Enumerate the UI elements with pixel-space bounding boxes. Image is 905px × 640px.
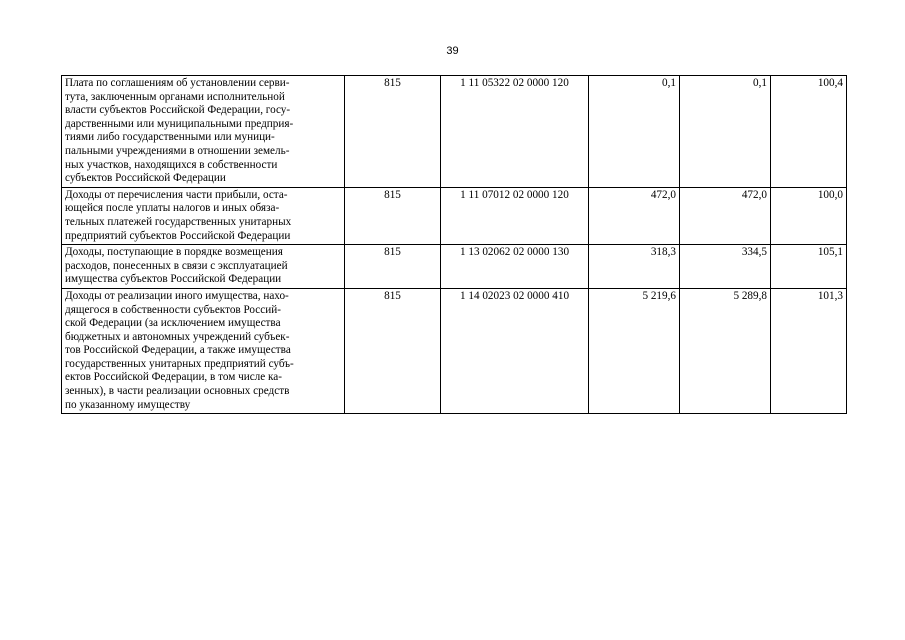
admin-code-cell: 815 bbox=[345, 76, 441, 188]
revenue-name-line: ных участков, находящихся в собственности bbox=[65, 158, 278, 171]
revenue-name-line: по указанному имуществу bbox=[65, 398, 191, 411]
revenue-name-line: дящегося в собственности субъектов Россий- bbox=[65, 303, 281, 316]
plan-value-cell: 5 219,6 bbox=[589, 288, 680, 413]
revenue-name-line: государственных унитарных предприятий субъ- bbox=[65, 357, 294, 370]
actual-value-cell: 5 289,8 bbox=[680, 288, 771, 413]
revenue-name-line: ющейся после уплаты налогов и иных обяза- bbox=[65, 202, 280, 215]
admin-code-cell: 815 bbox=[345, 187, 441, 244]
revenue-name-line: тов Российской Федерации, а также имущества bbox=[65, 344, 291, 357]
revenue-table bbox=[61, 75, 847, 414]
revenue-name-line: тиями либо государственными или муници- bbox=[65, 131, 275, 144]
revenue-name-line: дарственными или муниципальными предприя- bbox=[65, 117, 294, 130]
percent-value-cell: 101,3 bbox=[771, 288, 847, 413]
plan-value-cell: 0,1 bbox=[589, 76, 680, 188]
revenue-name-line: расходов, понесенных в связи с эксплуатацией bbox=[65, 259, 288, 272]
revenue-name-line: власти субъектов Российской Федерации, госу- bbox=[65, 104, 291, 117]
table-row bbox=[62, 76, 847, 188]
revenue-name-line: ектов Российской Федерации, в том числе ка- bbox=[65, 371, 282, 384]
page-number: 39 bbox=[446, 45, 459, 57]
admin-code-cell: 815 bbox=[345, 288, 441, 413]
table-row bbox=[62, 245, 847, 289]
revenue-name-line: тута, заключенным органами исполнительной bbox=[65, 90, 285, 103]
revenue-name-line: Доходы от реализации иного имущества, нахо- bbox=[65, 289, 289, 302]
revenue-name-line: предприятий субъектов Российской Федерации bbox=[65, 229, 291, 242]
plan-value-cell: 472,0 bbox=[589, 187, 680, 244]
actual-value-cell: 334,5 bbox=[680, 245, 771, 289]
revenue-name-cell bbox=[62, 76, 345, 188]
budget-code-cell: 1 13 02062 02 0000 130 bbox=[441, 245, 589, 289]
revenue-name-line: Доходы, поступающие в порядке возмещения bbox=[65, 246, 283, 259]
budget-code-cell: 1 11 05322 02 0000 120 bbox=[441, 76, 589, 188]
admin-code-cell: 815 bbox=[345, 245, 441, 289]
budget-code-cell: 1 14 02023 02 0000 410 bbox=[441, 288, 589, 413]
revenue-name-cell bbox=[62, 245, 345, 289]
actual-value-cell: 472,0 bbox=[680, 187, 771, 244]
revenue-name-line: бюджетных и автономных учреждений субъек- bbox=[65, 330, 290, 343]
percent-value-cell: 100,0 bbox=[771, 187, 847, 244]
actual-value-cell: 0,1 bbox=[680, 76, 771, 188]
revenue-name-cell bbox=[62, 288, 345, 413]
table-row bbox=[62, 288, 847, 413]
revenue-name-cell bbox=[62, 187, 345, 244]
plan-value-cell: 318,3 bbox=[589, 245, 680, 289]
revenue-name-line: зенных), в части реализации основных средств bbox=[65, 385, 290, 398]
budget-code-cell: 1 11 07012 02 0000 120 bbox=[441, 187, 589, 244]
table-row bbox=[62, 187, 847, 244]
revenue-name-line: субъектов Российской Федерации bbox=[65, 172, 226, 185]
revenue-name-line: ской Федерации (за исключением имущества bbox=[65, 317, 281, 330]
revenue-name-line: тельных платежей государственных унитарных bbox=[65, 215, 292, 228]
revenue-name-line: Плата по соглашениям об установлении серви- bbox=[65, 77, 290, 89]
percent-value-cell: 105,1 bbox=[771, 245, 847, 289]
revenue-name-line: пальными учреждениями в отношении земель- bbox=[65, 144, 290, 157]
revenue-name-line: Доходы от перечисления части прибыли, оста- bbox=[65, 188, 288, 201]
revenue-name-line: имущества субъектов Российской Федерации bbox=[65, 273, 282, 286]
percent-value-cell: 100,4 bbox=[771, 76, 847, 188]
